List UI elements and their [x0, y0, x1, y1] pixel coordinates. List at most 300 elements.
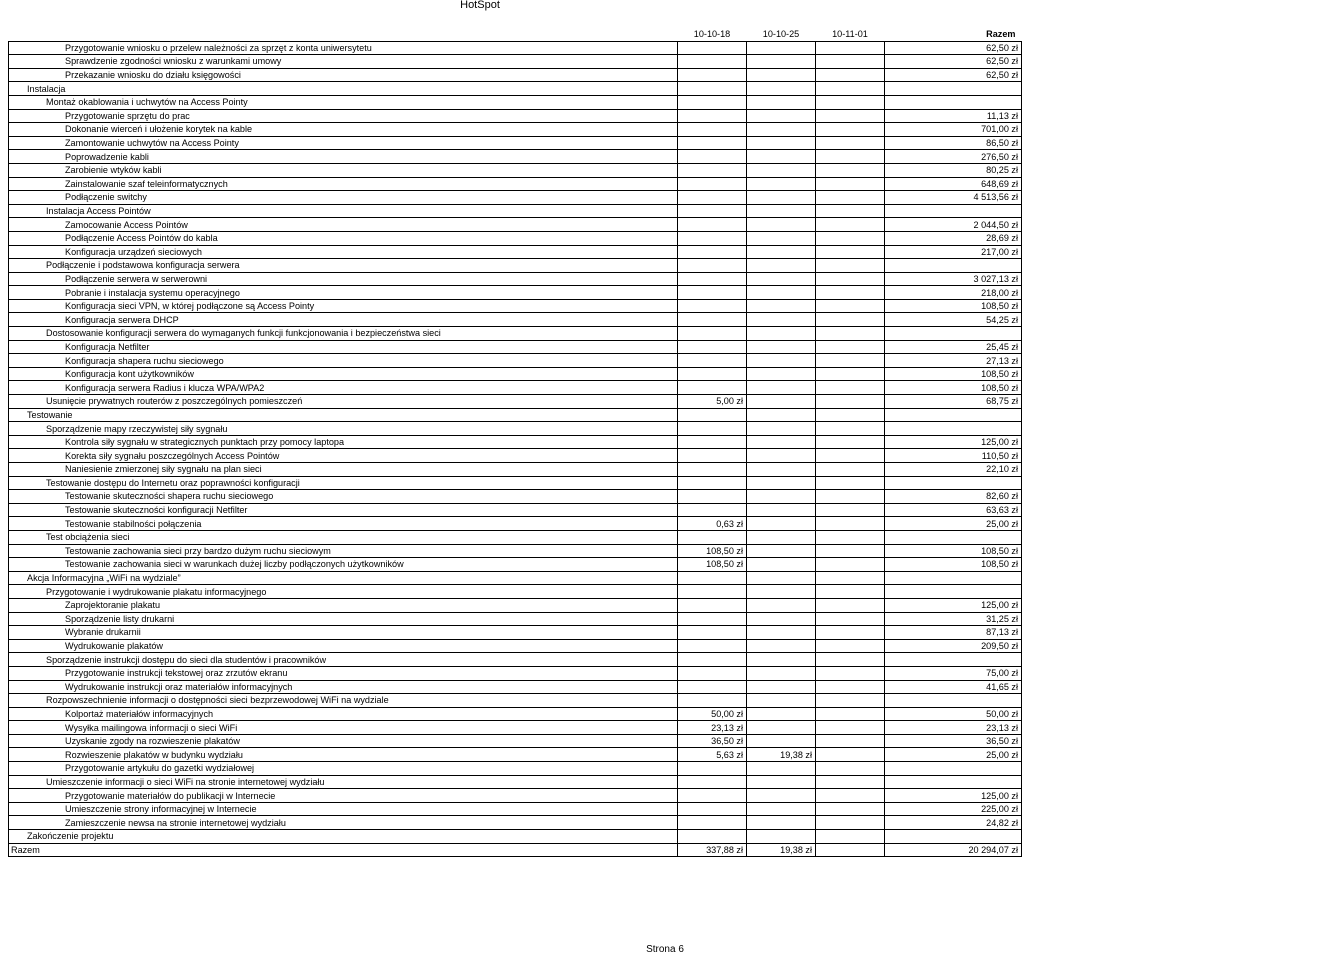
- date-1-cost-cell: 50,00 zł: [678, 707, 747, 721]
- total-cost-cell: [885, 762, 1022, 776]
- date-1-cost-cell: [678, 381, 747, 395]
- date-1-cost-cell: [678, 626, 747, 640]
- table-row: [9, 163, 1022, 177]
- date-2-cost-cell: [747, 191, 816, 205]
- task-name-cell: Konfiguracja shapera ruchu sieciowego: [9, 354, 678, 368]
- total-cost-cell: [885, 327, 1022, 341]
- table-row: [9, 802, 1022, 816]
- date-2-cost-cell: [747, 109, 816, 123]
- date-3-cost-cell: [816, 313, 885, 327]
- table-row: [9, 354, 1022, 368]
- date-2-cost-cell: [747, 354, 816, 368]
- date-1-cost-cell: [678, 571, 747, 585]
- date-1-cost-cell: [678, 530, 747, 544]
- date-3-cost-cell: [816, 327, 885, 341]
- task-name-cell: Instalacja: [9, 82, 678, 96]
- date-3-cost-cell: [816, 41, 885, 55]
- date-2-cost-cell: [747, 789, 816, 803]
- table-row: [9, 816, 1022, 830]
- date-2-cost-cell: [747, 558, 816, 572]
- task-name-cell: Konfiguracja kont użytkowników: [9, 367, 678, 381]
- date-2-cost-cell: [747, 136, 816, 150]
- table-row: [9, 395, 1022, 409]
- table-row: [9, 245, 1022, 259]
- date-1-cost-cell: [678, 775, 747, 789]
- date-3-cost-cell: [816, 762, 885, 776]
- date-1-cost-cell: [678, 435, 747, 449]
- task-name-cell: Razem: [9, 843, 678, 857]
- task-name-cell: Instalacja Access Pointów: [9, 204, 678, 218]
- date-2-cost-cell: [747, 626, 816, 640]
- date-2-cost-cell: [747, 231, 816, 245]
- task-name-cell: Testowanie zachowania sieci w warunkach dużej liczby podłączonych użytkowników: [9, 558, 678, 572]
- total-cost-cell: 24,82 zł: [885, 816, 1022, 830]
- date-1-cost-cell: [678, 598, 747, 612]
- total-cost-cell: 68,75 zł: [885, 395, 1022, 409]
- date-1-cost-cell: [678, 204, 747, 218]
- total-cost-cell: [885, 204, 1022, 218]
- total-cost-cell: 62,50 zł: [885, 41, 1022, 55]
- date-2-cost-cell: [747, 476, 816, 490]
- date-1-cost-cell: [678, 612, 747, 626]
- table-row: [9, 775, 1022, 789]
- date-1-cost-cell: [678, 41, 747, 55]
- column-header-date-3: 10-11-01: [816, 28, 885, 41]
- table-row: [9, 68, 1022, 82]
- task-name-cell: Rozpowszechnienie informacji o dostępności sieci bezprzewodowej WiFi na wydziale: [9, 694, 678, 708]
- date-3-cost-cell: [816, 286, 885, 300]
- date-1-cost-cell: [678, 802, 747, 816]
- task-name-cell: Wydrukowanie plakatów: [9, 639, 678, 653]
- table-row: [9, 95, 1022, 109]
- total-row: [9, 843, 1022, 857]
- table-row: [9, 653, 1022, 667]
- total-cost-cell: 125,00 zł: [885, 598, 1022, 612]
- table-row: [9, 680, 1022, 694]
- date-1-cost-cell: 0,63 zł: [678, 517, 747, 531]
- date-2-cost-cell: [747, 367, 816, 381]
- date-1-cost-cell: 36,50 zł: [678, 734, 747, 748]
- task-name-cell: Testowanie dostępu do Internetu oraz poprawności konfiguracji: [9, 476, 678, 490]
- page-number: Strona 6: [646, 944, 684, 955]
- table-row: [9, 150, 1022, 164]
- total-cost-cell: 209,50 zł: [885, 639, 1022, 653]
- total-cost-cell: 27,13 zł: [885, 354, 1022, 368]
- total-cost-cell: [885, 422, 1022, 436]
- table-row: [9, 463, 1022, 477]
- task-name-cell: Przygotowanie wniosku o przelew należności za sprzęt z konta uniwersytetu: [9, 41, 678, 55]
- task-name-cell: Sporządzenie listy drukarni: [9, 612, 678, 626]
- table-row: [9, 204, 1022, 218]
- date-2-cost-cell: [747, 95, 816, 109]
- date-3-cost-cell: [816, 150, 885, 164]
- date-2-cost-cell: [747, 707, 816, 721]
- date-2-cost-cell: [747, 830, 816, 844]
- date-1-cost-cell: [678, 653, 747, 667]
- date-1-cost-cell: [678, 463, 747, 477]
- date-1-cost-cell: [678, 245, 747, 259]
- date-2-cost-cell: [747, 218, 816, 232]
- total-cost-cell: [885, 571, 1022, 585]
- date-1-cost-cell: [678, 490, 747, 504]
- date-3-cost-cell: [816, 123, 885, 137]
- total-cost-cell: [885, 95, 1022, 109]
- task-name-cell: Sprawdzenie zgodności wniosku z warunkami umowy: [9, 55, 678, 69]
- table-row: [9, 367, 1022, 381]
- table-row: [9, 585, 1022, 599]
- table-row: [9, 435, 1022, 449]
- date-2-cost-cell: [747, 150, 816, 164]
- date-1-cost-cell: [678, 259, 747, 273]
- date-1-cost-cell: 23,13 zł: [678, 721, 747, 735]
- table-row: [9, 503, 1022, 517]
- task-name-cell: Montaż okablowania i uchwytów na Access Pointy: [9, 95, 678, 109]
- date-3-cost-cell: [816, 204, 885, 218]
- date-1-cost-cell: [678, 150, 747, 164]
- table-row: [9, 55, 1022, 69]
- total-cost-cell: 108,50 zł: [885, 367, 1022, 381]
- total-cost-cell: 28,69 zł: [885, 231, 1022, 245]
- task-name-cell: Konfiguracja serwera DHCP: [9, 313, 678, 327]
- date-3-cost-cell: [816, 680, 885, 694]
- date-2-cost-cell: [747, 530, 816, 544]
- date-1-cost-cell: 337,88 zł: [678, 843, 747, 857]
- date-2-cost-cell: [747, 653, 816, 667]
- task-name-cell: Przekazanie wniosku do działu księgowości: [9, 68, 678, 82]
- total-cost-cell: 108,50 zł: [885, 299, 1022, 313]
- task-name-cell: Poprowadzenie kabli: [9, 150, 678, 164]
- date-3-cost-cell: [816, 775, 885, 789]
- date-3-cost-cell: [816, 598, 885, 612]
- total-cost-cell: [885, 830, 1022, 844]
- total-cost-cell: 31,25 zł: [885, 612, 1022, 626]
- table-row: [9, 721, 1022, 735]
- date-1-cost-cell: 108,50 zł: [678, 544, 747, 558]
- date-1-cost-cell: [678, 163, 747, 177]
- task-name-cell: Rozwieszenie plakatów w budynku wydziału: [9, 748, 678, 762]
- date-3-cost-cell: [816, 95, 885, 109]
- task-name-cell: Przygotowanie instrukcji tekstowej oraz zrzutów ekranu: [9, 666, 678, 680]
- date-1-cost-cell: [678, 340, 747, 354]
- date-2-cost-cell: [747, 775, 816, 789]
- date-1-cost-cell: [678, 272, 747, 286]
- task-name-cell: Podłączenie i podstawowa konfiguracja serwera: [9, 259, 678, 273]
- task-name-cell: Zamontowanie uchwytów na Access Pointy: [9, 136, 678, 150]
- total-cost-cell: 2 044,50 zł: [885, 218, 1022, 232]
- table-row: [9, 422, 1022, 436]
- date-3-cost-cell: [816, 707, 885, 721]
- date-2-cost-cell: [747, 286, 816, 300]
- table-row: [9, 408, 1022, 422]
- column-header-date-2: 10-10-25: [747, 28, 816, 41]
- total-cost-cell: 110,50 zł: [885, 449, 1022, 463]
- task-name-cell: Podłączenie Access Pointów do kabla: [9, 231, 678, 245]
- date-1-cost-cell: [678, 585, 747, 599]
- date-2-cost-cell: 19,38 zł: [747, 748, 816, 762]
- date-2-cost-cell: [747, 381, 816, 395]
- table-row: [9, 558, 1022, 572]
- table-row: [9, 626, 1022, 640]
- table-row: [9, 259, 1022, 273]
- date-3-cost-cell: [816, 530, 885, 544]
- total-cost-cell: 25,00 zł: [885, 517, 1022, 531]
- date-2-cost-cell: 19,38 zł: [747, 843, 816, 857]
- total-cost-cell: 125,00 zł: [885, 435, 1022, 449]
- task-name-cell: Umieszczenie strony informacyjnej w Internecie: [9, 802, 678, 816]
- date-1-cost-cell: [678, 789, 747, 803]
- date-2-cost-cell: [747, 680, 816, 694]
- date-3-cost-cell: [816, 272, 885, 286]
- date-2-cost-cell: [747, 612, 816, 626]
- date-1-cost-cell: [678, 191, 747, 205]
- total-cost-cell: [885, 408, 1022, 422]
- header-task-cell: [9, 28, 678, 41]
- date-2-cost-cell: [747, 585, 816, 599]
- total-cost-cell: 276,50 zł: [885, 150, 1022, 164]
- total-cost-cell: 217,00 zł: [885, 245, 1022, 259]
- total-cost-cell: 54,25 zł: [885, 313, 1022, 327]
- date-1-cost-cell: [678, 82, 747, 96]
- task-name-cell: Testowanie skuteczności shapera ruchu sieciowego: [9, 490, 678, 504]
- date-2-cost-cell: [747, 544, 816, 558]
- date-3-cost-cell: [816, 653, 885, 667]
- task-name-cell: Testowanie skuteczności konfiguracji Netfilter: [9, 503, 678, 517]
- date-3-cost-cell: [816, 816, 885, 830]
- table-row: [9, 476, 1022, 490]
- total-cost-cell: 62,50 zł: [885, 55, 1022, 69]
- date-3-cost-cell: [816, 435, 885, 449]
- date-2-cost-cell: [747, 802, 816, 816]
- task-name-cell: Zainstalowanie szaf teleinformatycznych: [9, 177, 678, 191]
- total-cost-cell: [885, 82, 1022, 96]
- date-2-cost-cell: [747, 272, 816, 286]
- task-name-cell: Przygotowanie materiałów do publikacji w Internecie: [9, 789, 678, 803]
- task-name-cell: Pobranie i instalacja systemu operacyjnego: [9, 286, 678, 300]
- date-3-cost-cell: [816, 789, 885, 803]
- table-row: [9, 272, 1022, 286]
- total-cost-cell: 225,00 zł: [885, 802, 1022, 816]
- page-title: HotSpot: [460, 0, 500, 11]
- date-1-cost-cell: 5,63 zł: [678, 748, 747, 762]
- task-name-cell: Sporządzenie mapy rzeczywistej siły sygnału: [9, 422, 678, 436]
- task-name-cell: Zamieszczenie newsa na stronie internetowej wydziału: [9, 816, 678, 830]
- date-1-cost-cell: [678, 327, 747, 341]
- date-2-cost-cell: [747, 177, 816, 191]
- total-cost-cell: [885, 585, 1022, 599]
- date-2-cost-cell: [747, 694, 816, 708]
- date-2-cost-cell: [747, 340, 816, 354]
- total-cost-cell: 36,50 zł: [885, 734, 1022, 748]
- total-cost-cell: 82,60 zł: [885, 490, 1022, 504]
- table-row: [9, 517, 1022, 531]
- date-3-cost-cell: [816, 109, 885, 123]
- table-row: [9, 666, 1022, 680]
- table-row: [9, 381, 1022, 395]
- date-3-cost-cell: [816, 490, 885, 504]
- date-1-cost-cell: [678, 231, 747, 245]
- date-2-cost-cell: [747, 639, 816, 653]
- date-1-cost-cell: [678, 55, 747, 69]
- date-1-cost-cell: [678, 830, 747, 844]
- date-1-cost-cell: [678, 299, 747, 313]
- date-1-cost-cell: [678, 694, 747, 708]
- date-3-cost-cell: [816, 585, 885, 599]
- date-3-cost-cell: [816, 191, 885, 205]
- date-2-cost-cell: [747, 259, 816, 273]
- date-1-cost-cell: 5,00 zł: [678, 395, 747, 409]
- date-2-cost-cell: [747, 408, 816, 422]
- total-cost-cell: [885, 653, 1022, 667]
- date-1-cost-cell: [678, 449, 747, 463]
- total-cost-cell: 108,50 zł: [885, 544, 1022, 558]
- date-3-cost-cell: [816, 163, 885, 177]
- table-row: [9, 694, 1022, 708]
- date-2-cost-cell: [747, 163, 816, 177]
- task-name-cell: Testowanie: [9, 408, 678, 422]
- date-3-cost-cell: [816, 136, 885, 150]
- total-cost-cell: 50,00 zł: [885, 707, 1022, 721]
- task-name-cell: Konfiguracja sieci VPN, w której podłączone są Access Pointy: [9, 299, 678, 313]
- date-1-cost-cell: [678, 680, 747, 694]
- date-2-cost-cell: [747, 327, 816, 341]
- task-name-cell: Wybranie drukarnii: [9, 626, 678, 640]
- total-cost-cell: 108,50 zł: [885, 381, 1022, 395]
- task-name-cell: Zaprojektoranie plakatu: [9, 598, 678, 612]
- date-2-cost-cell: [747, 55, 816, 69]
- table-row: [9, 191, 1022, 205]
- column-header-total: Razem: [885, 28, 1022, 41]
- date-3-cost-cell: [816, 463, 885, 477]
- task-name-cell: Podłączenie serwera w serwerowni: [9, 272, 678, 286]
- date-3-cost-cell: [816, 694, 885, 708]
- total-cost-cell: 25,00 zł: [885, 748, 1022, 762]
- date-1-cost-cell: [678, 123, 747, 137]
- date-3-cost-cell: [816, 734, 885, 748]
- table-row: [9, 598, 1022, 612]
- date-3-cost-cell: [816, 381, 885, 395]
- total-cost-cell: 20 294,07 zł: [885, 843, 1022, 857]
- date-2-cost-cell: [747, 463, 816, 477]
- table-header-row: [9, 28, 1022, 41]
- date-2-cost-cell: [747, 762, 816, 776]
- date-2-cost-cell: [747, 666, 816, 680]
- table-row: [9, 286, 1022, 300]
- date-3-cost-cell: [816, 544, 885, 558]
- total-cost-cell: 75,00 zł: [885, 666, 1022, 680]
- date-1-cost-cell: [678, 313, 747, 327]
- date-3-cost-cell: [816, 802, 885, 816]
- date-1-cost-cell: [678, 68, 747, 82]
- date-1-cost-cell: [678, 816, 747, 830]
- task-name-cell: Test obciążenia sieci: [9, 530, 678, 544]
- table-row: [9, 830, 1022, 844]
- table-row: [9, 177, 1022, 191]
- total-cost-cell: 62,50 zł: [885, 68, 1022, 82]
- date-3-cost-cell: [816, 340, 885, 354]
- total-cost-cell: [885, 259, 1022, 273]
- task-name-cell: Sporządzenie instrukcji dostępu do sieci dla studentów i pracowników: [9, 653, 678, 667]
- date-3-cost-cell: [816, 748, 885, 762]
- date-2-cost-cell: [747, 299, 816, 313]
- total-cost-cell: [885, 694, 1022, 708]
- total-cost-cell: 63,63 zł: [885, 503, 1022, 517]
- task-name-cell: Dokonanie wierceń i ułożenie korytek na kable: [9, 123, 678, 137]
- table-row: [9, 762, 1022, 776]
- date-3-cost-cell: [816, 626, 885, 640]
- total-cost-cell: 701,00 zł: [885, 123, 1022, 137]
- table-row: [9, 530, 1022, 544]
- date-2-cost-cell: [747, 245, 816, 259]
- task-name-cell: Wysyłka mailingowa informacji o sieci WiFi: [9, 721, 678, 735]
- date-3-cost-cell: [816, 476, 885, 490]
- task-name-cell: Kontrola siły sygnału w strategicznych punktach przy pomocy laptopa: [9, 435, 678, 449]
- date-1-cost-cell: [678, 286, 747, 300]
- table-row: [9, 612, 1022, 626]
- task-name-cell: Akcja Informacyjna „WiFi na wydziale”: [9, 571, 678, 585]
- date-3-cost-cell: [816, 231, 885, 245]
- total-cost-cell: 80,25 zł: [885, 163, 1022, 177]
- column-header-date-1: 10-10-18: [678, 28, 747, 41]
- date-1-cost-cell: [678, 762, 747, 776]
- date-2-cost-cell: [747, 721, 816, 735]
- total-cost-cell: 25,45 zł: [885, 340, 1022, 354]
- total-cost-cell: 218,00 zł: [885, 286, 1022, 300]
- table-row: [9, 340, 1022, 354]
- date-2-cost-cell: [747, 204, 816, 218]
- date-2-cost-cell: [747, 395, 816, 409]
- date-3-cost-cell: [816, 299, 885, 313]
- date-2-cost-cell: [747, 517, 816, 531]
- date-1-cost-cell: [678, 218, 747, 232]
- cost-table: [8, 28, 1022, 857]
- total-cost-cell: 4 513,56 zł: [885, 191, 1022, 205]
- total-cost-cell: 648,69 zł: [885, 177, 1022, 191]
- date-2-cost-cell: [747, 82, 816, 96]
- table-row: [9, 327, 1022, 341]
- date-2-cost-cell: [747, 503, 816, 517]
- date-1-cost-cell: [678, 666, 747, 680]
- date-3-cost-cell: [816, 68, 885, 82]
- date-3-cost-cell: [816, 218, 885, 232]
- total-cost-cell: 3 027,13 zł: [885, 272, 1022, 286]
- date-2-cost-cell: [747, 68, 816, 82]
- table-row: [9, 544, 1022, 558]
- date-3-cost-cell: [816, 558, 885, 572]
- date-3-cost-cell: [816, 367, 885, 381]
- task-name-cell: Podłączenie switchy: [9, 191, 678, 205]
- table-row: [9, 313, 1022, 327]
- table-row: [9, 449, 1022, 463]
- table-row: [9, 231, 1022, 245]
- task-name-cell: Usunięcie prywatnych routerów z poszczególnych pomieszczeń: [9, 395, 678, 409]
- task-name-cell: Kolportaż materiałów informacyjnych: [9, 707, 678, 721]
- date-3-cost-cell: [816, 830, 885, 844]
- date-3-cost-cell: [816, 395, 885, 409]
- date-1-cost-cell: [678, 367, 747, 381]
- date-2-cost-cell: [747, 313, 816, 327]
- date-2-cost-cell: [747, 41, 816, 55]
- date-3-cost-cell: [816, 721, 885, 735]
- table-row: [9, 136, 1022, 150]
- task-name-cell: Zarobienie wtyków kabli: [9, 163, 678, 177]
- date-3-cost-cell: [816, 503, 885, 517]
- date-2-cost-cell: [747, 490, 816, 504]
- date-2-cost-cell: [747, 422, 816, 436]
- date-3-cost-cell: [816, 408, 885, 422]
- total-cost-cell: 23,13 zł: [885, 721, 1022, 735]
- date-2-cost-cell: [747, 449, 816, 463]
- task-name-cell: Naniesienie zmierzonej siły sygnału na plan sieci: [9, 463, 678, 477]
